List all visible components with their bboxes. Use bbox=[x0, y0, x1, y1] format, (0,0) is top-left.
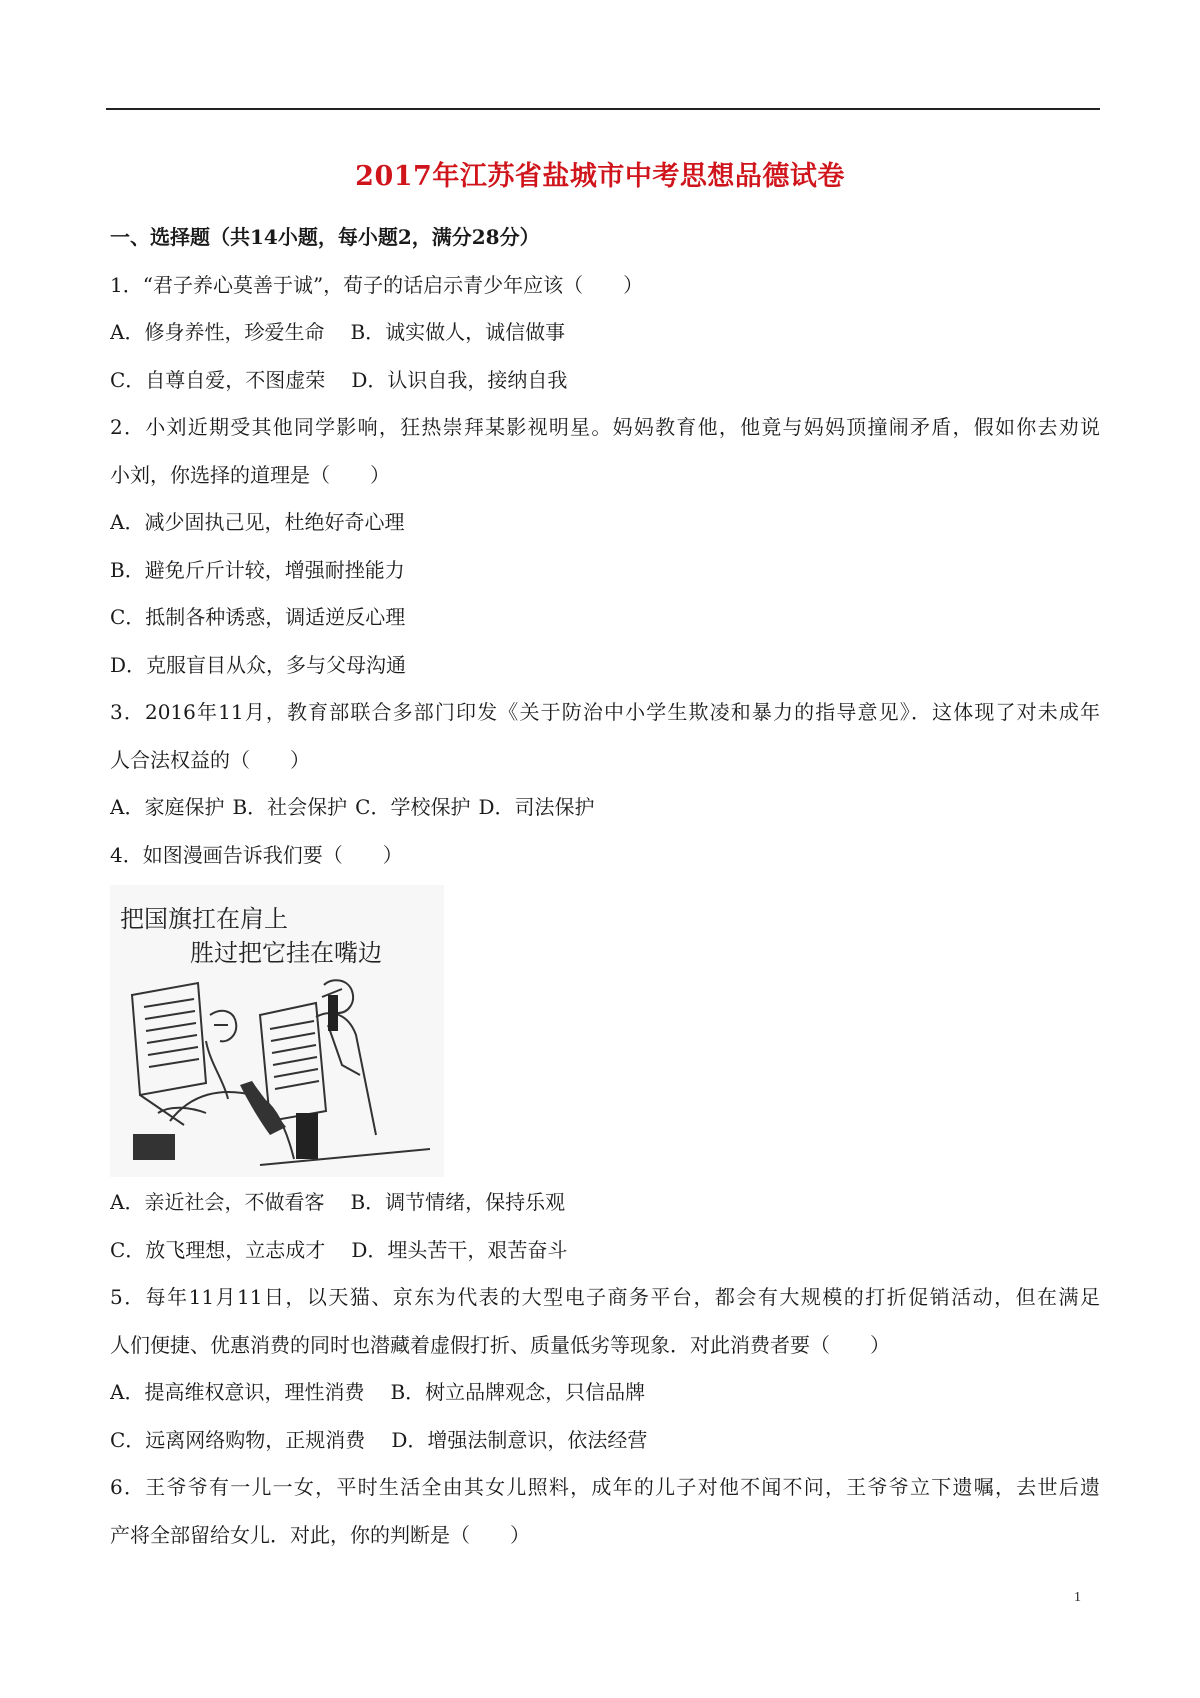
option-a: A．家庭保护 bbox=[110, 795, 225, 819]
option-b: B．调节情绪，保持乐观 bbox=[350, 1190, 566, 1214]
cartoon-figure bbox=[110, 879, 1100, 1179]
option-a: A．亲近社会，不做看客 bbox=[110, 1190, 325, 1214]
option-b: B．避免斤斤计较，增强耐挫能力 bbox=[110, 557, 405, 582]
question-stem-continued: 小刘，你选择的道理是（ ） bbox=[110, 462, 390, 487]
question-stem-continued: 产将全部留给女儿．对此，你的判断是（ ） bbox=[110, 1522, 530, 1547]
cartoon-caption-1: 把国旗扛在肩上 bbox=[120, 905, 288, 933]
options-row bbox=[110, 357, 1100, 405]
option-a: A．减少固执己见，杜绝好奇心理 bbox=[110, 510, 405, 534]
cartoon-image bbox=[110, 885, 444, 1177]
exam-content bbox=[110, 214, 1100, 1559]
option-c: C．学校保护 bbox=[355, 795, 471, 819]
question-stem: 5．每年11月11日，以天猫、京东为代表的大型电子商务平台，都会有大规模的打折促销活动，但在满足 bbox=[110, 1285, 1100, 1309]
question-6 bbox=[110, 1464, 1100, 1559]
figure-right-tie bbox=[328, 995, 338, 1031]
question-stem: 3．2016年11月，教育部联合多部门印发《关于防治中小学生欺凌和暴力的指导意见》．这体现了对未成年 bbox=[110, 700, 1100, 724]
figure-right-legs bbox=[296, 1113, 318, 1159]
options-row bbox=[110, 1369, 1100, 1417]
page-number: 1 bbox=[1074, 1590, 1081, 1605]
option-c: C．抵制各种诱惑，调适逆反心理 bbox=[110, 605, 406, 629]
option-d: D．认识自我，接纳自我 bbox=[351, 367, 568, 392]
question-2 bbox=[110, 404, 1100, 689]
option-b: B．诚实做人，诚信做事 bbox=[350, 320, 566, 344]
section-heading: 一、选择题（共14小题，每小题2，满分28分） bbox=[110, 225, 540, 249]
question-5 bbox=[110, 1274, 1100, 1464]
cartoon-caption-2: 胜过把它挂在嘴边 bbox=[190, 939, 382, 967]
exam-title: 2017年江苏省盐城市中考思想品德试卷 bbox=[355, 161, 845, 192]
option-d: D．克服盲目从众，多与父母沟通 bbox=[110, 652, 407, 677]
option-b: B．社会保护 bbox=[232, 795, 348, 819]
option-d: D．司法保护 bbox=[478, 795, 595, 819]
question-stem: 2．小刘近期受其他同学影响，狂热崇拜某影视明星。妈妈教育他，他竟与妈妈顶撞闹矛盾，假如你去劝说 bbox=[110, 415, 1100, 439]
option-d: D．增强法制意识，依法经营 bbox=[391, 1427, 648, 1452]
option-c: C．远离网络购物，正规消费 bbox=[110, 1427, 366, 1452]
options-row bbox=[110, 1227, 1100, 1275]
option-b: B．树立品牌观念，只信品牌 bbox=[390, 1380, 646, 1404]
question-stem: 4．如图漫画告诉我们要（ ） bbox=[110, 842, 403, 867]
options-row bbox=[110, 1179, 1100, 1227]
option-a: A．提高维权意识，理性消费 bbox=[110, 1380, 365, 1404]
question-stem: 6．王爷爷有一儿一女，平时生活全由其女儿照料，成年的儿子对他不闻不问，王爷爷立下遗嘱，去世后遗 bbox=[110, 1475, 1100, 1499]
options-row bbox=[110, 1417, 1100, 1465]
options-row bbox=[110, 784, 1100, 832]
question-stem-continued: 人合法权益的（ ） bbox=[110, 747, 310, 772]
question-1 bbox=[110, 262, 1100, 405]
question-4 bbox=[110, 832, 1100, 1275]
option-d: D．埋头苦干，艰苦奋斗 bbox=[351, 1237, 568, 1262]
option-c: C．放飞理想，立志成才 bbox=[110, 1237, 326, 1262]
header-rule bbox=[106, 108, 1100, 110]
option-a: A．修身养性，珍爱生命 bbox=[110, 320, 325, 344]
option-c: C．自尊自爱，不图虚荣 bbox=[110, 367, 326, 392]
question-stem-continued: 人们便捷、优惠消费的同时也潜藏着虚假打折、质量低劣等现象．对此消费者要（ ） bbox=[110, 1332, 890, 1357]
question-3 bbox=[110, 689, 1100, 832]
options-row bbox=[110, 309, 1100, 357]
question-stem: 1．“君子养心莫善于诚”，荀子的话启示青少年应该（ ） bbox=[110, 272, 644, 297]
